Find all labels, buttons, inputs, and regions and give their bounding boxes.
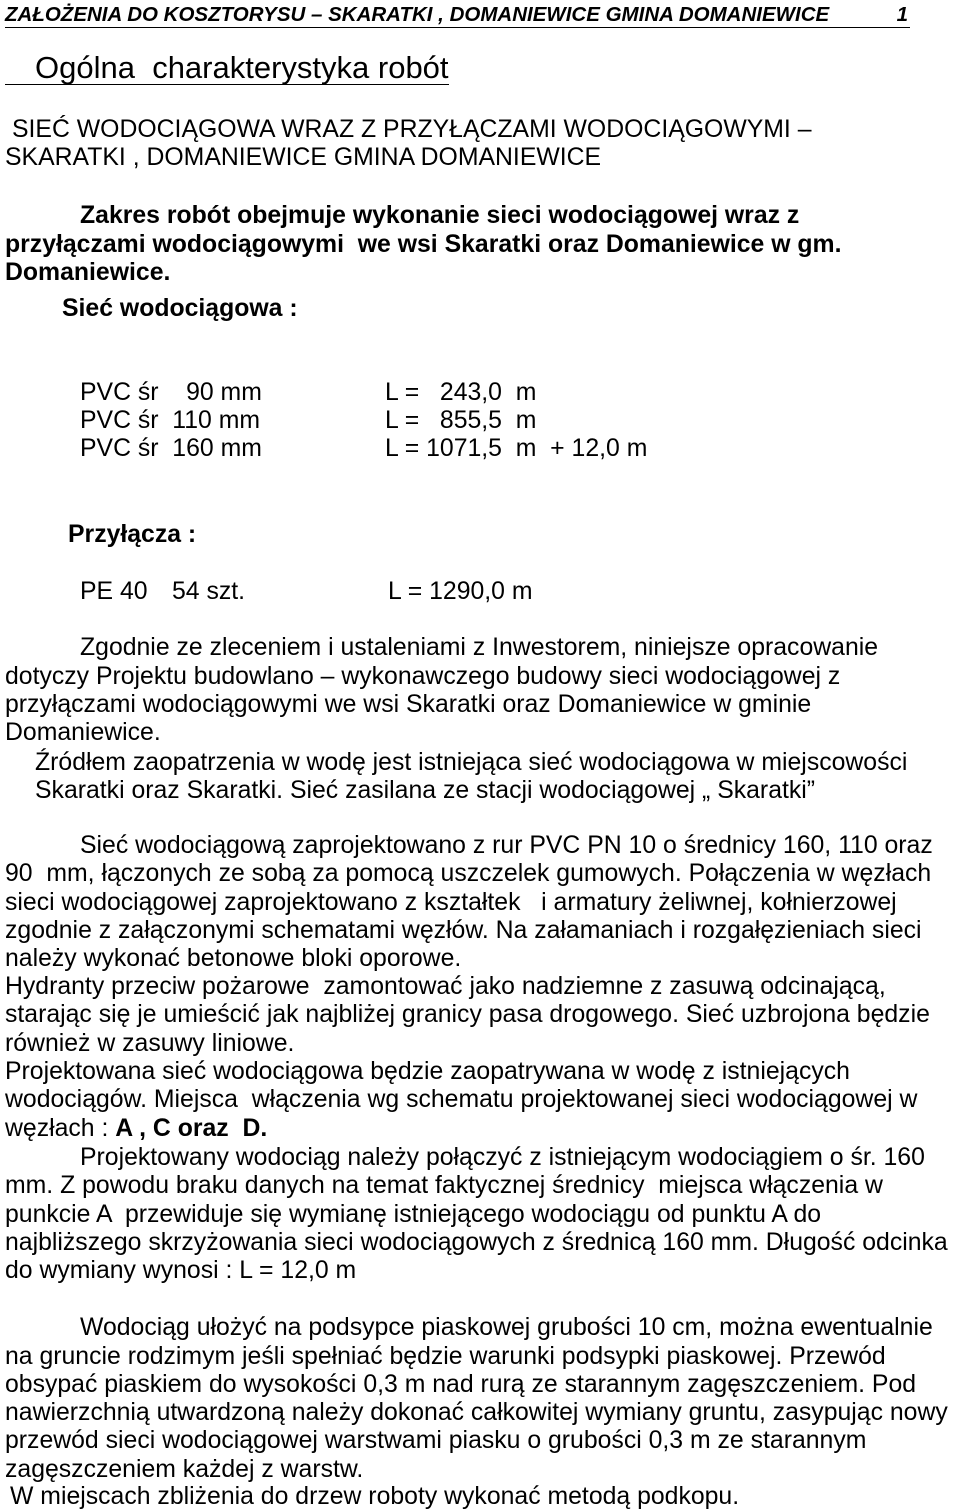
network-pipe: PVC śr 90 mm: [80, 379, 262, 406]
connection-pipe: PE 40: [80, 578, 148, 605]
body-line: zagęszczeniem każdej z warstw.: [5, 1456, 364, 1483]
body-line: należy wykonać betonowe bloki oporowe.: [5, 945, 462, 972]
body-line: starając się je umieścić jak najbliżej granicy pasa drogowego. Sieć uzbrojona będzie: [5, 1001, 930, 1028]
body-line: sieci wodociągowej zaprojektowano z kształtek i armatury żeliwnej, kołnierzowej: [5, 889, 897, 916]
body-line: również w zasuwy liniowe.: [5, 1030, 295, 1057]
body-line: Projektowany wodociąg należy połączyć z istniejącym wodociągiem o śr. 160: [80, 1144, 925, 1171]
nodes-line-prefix: węzłach :: [5, 1115, 116, 1142]
body-line: Hydranty przeciw pożarowe zamontować jako nadziemne z zasuwą odcinającą,: [5, 973, 886, 1000]
body-line: do wymiany wynosi : L = 12,0 m: [5, 1257, 357, 1284]
network-pipe: PVC śr 110 mm: [80, 407, 261, 434]
body-line: nawierzchnią utwardzoną należy dokonać całkowitej wymiany gruntu, zasypując nowy: [5, 1399, 948, 1426]
body-line: mm. Z powodu braku danych na temat faktycznej średnicy miejsca włączenia w: [5, 1172, 883, 1199]
nodes-line: [5, 1116, 267, 1142]
section-title: Ogólna charakterystyka robót: [5, 52, 449, 85]
body-line: Źródłem zaopatrzenia w wodę jest istniejąca sieć wodociągowa w miejscowości: [35, 749, 908, 776]
network-pipe: PVC śr 160 mm: [80, 435, 262, 462]
body-line: najbliższego skrzyżowania sieci wodociągowych z średnicą 160 mm. Długość odcinka: [5, 1229, 948, 1256]
connections-heading: Przyłącza :: [68, 521, 197, 548]
body-line: zgodnie z załączonymi schematami węzłów. Na załamaniach i rozgałęzieniach sieci: [5, 917, 922, 944]
scope-line: Zakres robót obejmuje wykonanie sieci wodociągowej wraz z: [80, 202, 800, 229]
header-title: ZAŁOŻENIA DO KOSZTORYSU – SKARATKI , DOMANIEWICE GMINA DOMANIEWICE: [5, 3, 830, 26]
network-length: L = 1071,5 m + 12,0 m: [385, 435, 648, 462]
body-line: W miejscach zbliżenia do drzew roboty wykonać metodą podkopu.: [10, 1483, 740, 1510]
scope-line: przyłączami wodociągowymi we wsi Skaratki oraz Domaniewice w gm.: [5, 231, 842, 258]
body-line: dotyczy Projektu budowlano – wykonawczego budowy sieci wodociągowej z: [5, 663, 841, 690]
connection-nodes: A , C oraz D.: [115, 1115, 268, 1142]
body-line: przewód sieci wodociągowej warstwami piasku o grubości 0,3 m ze starannym: [5, 1427, 867, 1454]
body-line: Projektowana sieć wodociągowa będzie zaopatrywana w wodę z istniejących: [5, 1058, 850, 1085]
body-line: punkcie A przewiduje się wymianę istniejącego wodociągu od punktu A do: [5, 1201, 822, 1228]
project-title-line: SKARATKI , DOMANIEWICE GMINA DOMANIEWICE: [5, 144, 602, 171]
body-line: na gruncie rodzimym jeśli spełniać będzie warunki podsypki piaskowej. Przewód: [5, 1343, 886, 1370]
project-title-line: SIEĆ WODOCIĄGOWA WRAZ Z PRZYŁĄCZAMI WODOCIĄGOWYMI –: [12, 116, 812, 143]
water-network-heading: Sieć wodociągowa :: [62, 295, 298, 322]
connection-count: 54 szt.: [172, 578, 246, 605]
network-length: L = 855,5 m: [385, 407, 537, 434]
body-line: 90 mm, łączonych ze sobą za pomocą uszczelek gumowych. Połączenia w węzłach: [5, 860, 932, 887]
body-line: Skaratki oraz Skaratki. Sieć zasilana ze stacji wodociągowej „ Skaratki”: [35, 777, 816, 804]
body-line: wodociągów. Miejsca włączenia wg schematu projektowanej sieci wodociągowej w: [5, 1086, 918, 1113]
body-line: Sieć wodociągową zaprojektowano z rur PVC PN 10 o średnicy 160, 110 oraz: [80, 832, 933, 859]
connection-length: L = 1290,0 m: [388, 578, 533, 605]
scope-line: Domaniewice.: [5, 259, 171, 286]
body-line: przyłączami wodociągowymi we wsi Skaratki oraz Domaniewice w gminie: [5, 691, 812, 718]
page-number: 1: [896, 3, 908, 26]
body-line: obsypać piaskiem do wysokości 0,3 m nad rurą ze starannym zagęszczeniem. Pod: [5, 1371, 917, 1398]
body-line: Wodociąg ułożyć na podsypce piaskowej grubości 10 cm, można ewentualnie: [80, 1314, 933, 1341]
body-line: Zgodnie ze zleceniem i ustaleniami z Inwestorem, niniejsze opracowanie: [80, 634, 879, 661]
network-length: L = 243,0 m: [385, 379, 537, 406]
page-header: [5, 3, 910, 28]
body-line: Domaniewice.: [5, 719, 161, 746]
